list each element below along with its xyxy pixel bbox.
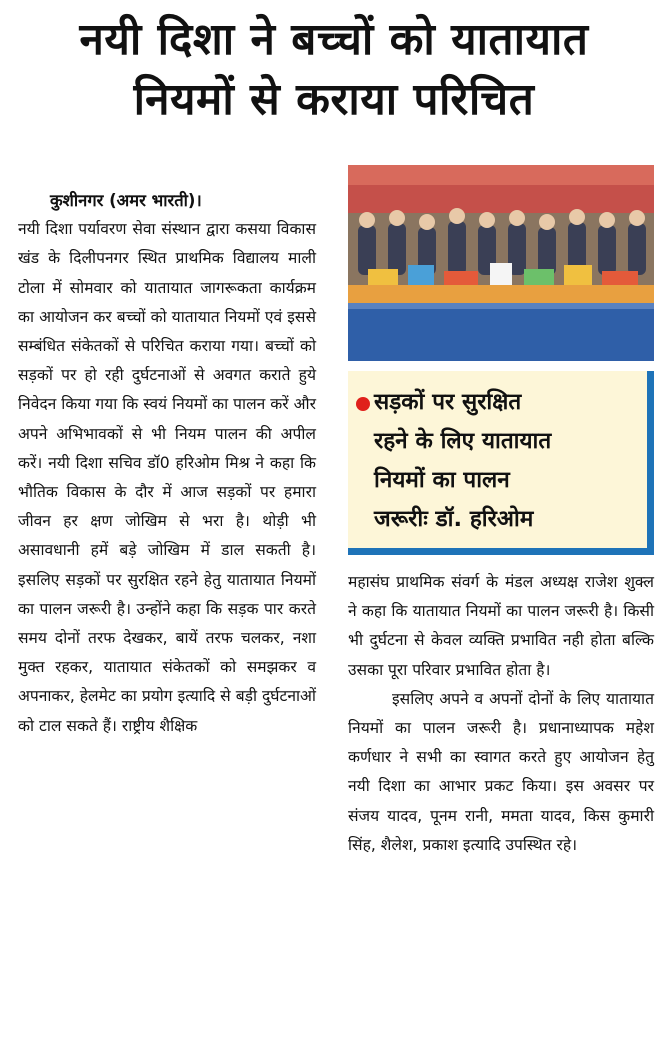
article-left-column [18, 186, 316, 741]
article-right-paragraph-1: महासंघ प्राथमिक संवर्ग के मंडल अध्यक्ष राजेश शुक्ल ने कहा कि यातायात नियमों का पालन जरूरी है। किसी भी दुर्घटना से केवल व्यक्ति प्रभावित नही होता बल्कि उसका पूरा परिवार प्रभावित होता है। [348, 573, 654, 679]
bullet-dot-icon [356, 397, 370, 411]
article-right-column [348, 568, 654, 860]
callout-box [348, 371, 654, 555]
callout-line-4: जरूरीः डॉ. हरिओम [374, 506, 534, 532]
callout-line-2: रहने के लिए यातायात [374, 428, 552, 454]
callout-text [374, 383, 624, 539]
headline-line-2: नियमों से कराया परिचित [133, 74, 535, 125]
callout-line-3: नियमों का पालन [374, 467, 510, 493]
headline [0, 10, 668, 130]
event-photo [348, 165, 654, 361]
callout-line-1: सड़कों पर सुरक्षित [374, 389, 522, 415]
headline-line-1: नयी दिशा ने बच्चों को यातायात [79, 14, 589, 65]
article-right-paragraph-2: इसलिए अपने व अपनों दोनों के लिए यातायात नियमों का पालन जरूरी है। प्रधानाध्यापक महेश कर्णधार ने सभी का स्वागत करते हुए आयोजन हेतु नयी दिशा का आभार प्रकट किया। इस अवसर पर संजय यादव, पूनम रानी, ममता यादव, किस कुमारी सिंह, शैलेश, प्रकाश इत्यादि उपस्थित रहे। [348, 689, 654, 854]
dateline: कुशीनगर (अमर भारती)। [50, 191, 202, 210]
article-left-text: नयी दिशा पर्यावरण सेवा संस्थान द्वारा कसया विकास खंड के दिलीपनगर स्थित प्राथमिक विद्यालय माली टोला में सोमवार को यातायात जागरूकता कार्यक्रम का आयोजन कर बच्चों को यातायात नियमों एवं इससे सम्बंधित संकेतकों से परिचित कराया गया। बच्चों को सड़कों पर हो रही दुर्घटनाओं से अवगत कराते हुये निवेदन किया गया कि स्वयं नियमों का पालन करें और अपने अभिभावकों से भी नियम पालन की अपील करें। नयी दिशा सचिव डॉ0 हरिओम मिश्र ने कहा कि भौतिक विकास के दौर में आज सड़कों पर हमारा जीवन हर क्षण जोखिम से भरा है। थोड़ी भी असावधानी हमें बड़े जोखिम में डाल सकती है। इसलिए सड़कों पर सुरक्षित रहने हेतु यातायात नियमों का पालन जरूरी है। उन्होंने कहा कि सड़क पार करते समय दोनों तरफ देखकर, बायें तरफ चलकर, नशा मुक्त रहकर, यातायात संकेतकों को समझकर व अपनाकर, हेलमेट का प्रयोग इत्यादि से बड़ी दुर्घटनाओं को टाल सकते हैं। राष्ट्रीय शैक्षिक [18, 220, 316, 735]
event-photo-image [348, 165, 654, 361]
